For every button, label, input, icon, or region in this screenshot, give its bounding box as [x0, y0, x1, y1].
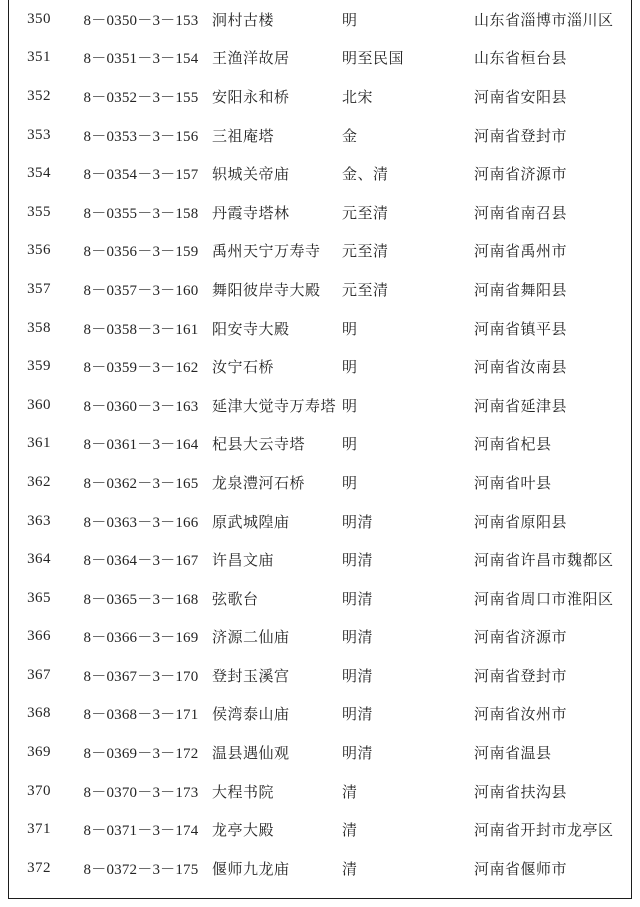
cell-site-name: 轵城关帝庙 [212, 165, 290, 184]
cell-heritage-code: 8－0372－3－175 [83, 861, 199, 878]
cell-site-name: 安阳永和桥 [212, 87, 290, 106]
table-row [8, 0, 632, 39]
cell-site-name: 大程书院 [212, 782, 275, 801]
cell-era: 明至民国 [342, 49, 405, 68]
table-row [8, 116, 632, 155]
cell-heritage-code: 8－0355－3－158 [83, 205, 199, 222]
table-row [8, 386, 632, 425]
cell-site-name: 泂村古楼 [212, 10, 275, 29]
cell-location: 河南省周口市淮阳区 [474, 589, 614, 608]
cell-heritage-code: 8－0363－3－166 [83, 514, 199, 531]
cell-site-name: 禹州天宁万寿寺 [212, 242, 321, 261]
cell-site-name: 阳安寺大殿 [212, 319, 290, 338]
cell-heritage-code: 8－0356－3－159 [83, 244, 199, 261]
cell-era: 明 [342, 473, 358, 492]
cell-heritage-code: 8－0350－3－153 [83, 12, 199, 29]
cell-era: 明清 [342, 512, 374, 531]
table-row [8, 39, 632, 78]
cell-location: 河南省开封市龙亭区 [474, 821, 614, 840]
table-row [8, 77, 632, 116]
cell-heritage-code: 8－0362－3－165 [83, 475, 199, 492]
cell-location: 河南省舞阳县 [474, 280, 568, 299]
cell-era: 明 [342, 396, 358, 415]
cell-site-name: 丹霞寺塔林 [212, 203, 290, 222]
cell-heritage-code: 8－0353－3－156 [83, 128, 199, 145]
cell-era: 明 [342, 435, 358, 454]
cell-location: 河南省济源市 [474, 628, 568, 647]
cell-location: 河南省偃师市 [474, 859, 568, 878]
cell-heritage-code: 8－0351－3－154 [83, 51, 199, 68]
cell-era: 金 [342, 126, 358, 145]
cell-sequence-number: 357 [27, 280, 51, 297]
cell-era: 元至清 [342, 242, 389, 261]
cell-location: 河南省南召县 [474, 203, 568, 222]
cell-era: 明清 [342, 744, 374, 763]
cell-sequence-number: 369 [27, 744, 51, 761]
cell-site-name: 延津大觉寺万寿塔 [212, 396, 337, 415]
cell-heritage-code: 8－0370－3－173 [83, 784, 199, 801]
cell-heritage-code: 8－0368－3－171 [83, 707, 199, 724]
cell-location: 河南省汝南县 [474, 358, 568, 377]
cell-location: 河南省镇平县 [474, 319, 568, 338]
cell-heritage-code: 8－0369－3－172 [83, 746, 199, 763]
cell-site-name: 龙泉澧河石桥 [212, 473, 306, 492]
cell-heritage-code: 8－0367－3－170 [83, 668, 199, 685]
cell-location: 山东省淄博市淄川区 [474, 10, 614, 29]
cell-sequence-number: 363 [27, 512, 51, 529]
cell-site-name: 温县遇仙观 [212, 744, 290, 763]
cell-site-name: 三祖庵塔 [212, 126, 275, 145]
table-row [8, 270, 632, 309]
cell-era: 金、清 [342, 165, 389, 184]
cell-heritage-code: 8－0357－3－160 [83, 282, 199, 299]
cell-sequence-number: 372 [27, 859, 51, 876]
cell-sequence-number: 355 [27, 203, 51, 220]
cell-heritage-code: 8－0358－3－161 [83, 321, 199, 338]
cell-sequence-number: 353 [27, 126, 51, 143]
cell-era: 明清 [342, 666, 374, 685]
table-row [8, 540, 632, 579]
cell-era: 明 [342, 10, 358, 29]
cell-site-name: 许昌文庙 [212, 551, 275, 570]
cell-sequence-number: 361 [27, 435, 51, 452]
cell-location: 河南省原阳县 [474, 512, 568, 531]
cell-heritage-code: 8－0365－3－168 [83, 591, 199, 608]
table-row [8, 502, 632, 541]
cell-era: 清 [342, 782, 358, 801]
table-row [8, 425, 632, 464]
cell-sequence-number: 350 [27, 10, 51, 27]
table-row [8, 849, 632, 888]
cell-location: 河南省登封市 [474, 666, 568, 685]
table-row [8, 695, 632, 734]
cell-location: 河南省扶沟县 [474, 782, 568, 801]
cell-sequence-number: 367 [27, 666, 51, 683]
cell-location: 河南省许昌市魏都区 [474, 551, 614, 570]
cell-location: 河南省安阳县 [474, 87, 568, 106]
cell-heritage-code: 8－0354－3－157 [83, 167, 199, 184]
cell-era: 明清 [342, 589, 374, 608]
cell-sequence-number: 359 [27, 358, 51, 375]
table-row [8, 309, 632, 348]
cell-sequence-number: 356 [27, 242, 51, 259]
cell-site-name: 汝宁石桥 [212, 358, 275, 377]
cell-sequence-number: 351 [27, 49, 51, 66]
cell-sequence-number: 354 [27, 165, 51, 182]
cell-site-name: 杞县大云寺塔 [212, 435, 306, 454]
cell-sequence-number: 365 [27, 589, 51, 606]
cell-heritage-code: 8－0359－3－162 [83, 360, 199, 377]
table-row [8, 579, 632, 618]
cell-location: 山东省桓台县 [474, 49, 568, 68]
cell-heritage-code: 8－0352－3－155 [83, 89, 199, 106]
cell-era: 北宋 [342, 87, 374, 106]
cell-site-name: 偃师九龙庙 [212, 859, 290, 878]
cell-sequence-number: 352 [27, 87, 51, 104]
cell-location: 河南省济源市 [474, 165, 568, 184]
table-row [8, 656, 632, 695]
cell-site-name: 原武城隍庙 [212, 512, 290, 531]
table-row [8, 618, 632, 657]
table-row [8, 733, 632, 772]
cell-era: 明清 [342, 551, 374, 570]
cell-site-name: 弦歌台 [212, 589, 259, 608]
table-row [8, 154, 632, 193]
cell-heritage-code: 8－0361－3－164 [83, 437, 199, 454]
cell-site-name: 登封玉溪宫 [212, 666, 290, 685]
cell-heritage-code: 8－0360－3－163 [83, 398, 199, 415]
cell-location: 河南省汝州市 [474, 705, 568, 724]
table-row [8, 232, 632, 271]
cell-location: 河南省禹州市 [474, 242, 568, 261]
cell-sequence-number: 360 [27, 396, 51, 413]
table-body [8, 0, 632, 888]
cell-heritage-code: 8－0364－3－167 [83, 553, 199, 570]
cell-location: 河南省延津县 [474, 396, 568, 415]
table-row [8, 463, 632, 502]
cell-heritage-code: 8－0366－3－169 [83, 630, 199, 647]
table-row [8, 772, 632, 811]
table-row [8, 810, 632, 849]
cell-era: 清 [342, 859, 358, 878]
cell-location: 河南省杞县 [474, 435, 552, 454]
cell-site-name: 王渔洋故居 [212, 49, 290, 68]
cell-era: 明清 [342, 628, 374, 647]
cell-era: 元至清 [342, 203, 389, 222]
table-row [8, 347, 632, 386]
cell-site-name: 济源二仙庙 [212, 628, 290, 647]
cell-site-name: 舞阳彼岸寺大殿 [212, 280, 321, 299]
cell-sequence-number: 364 [27, 551, 51, 568]
cell-era: 元至清 [342, 280, 389, 299]
cell-era: 明 [342, 319, 358, 338]
cell-sequence-number: 370 [27, 782, 51, 799]
cell-era: 明清 [342, 705, 374, 724]
cell-sequence-number: 366 [27, 628, 51, 645]
cell-site-name: 龙亭大殿 [212, 821, 275, 840]
cell-sequence-number: 358 [27, 319, 51, 336]
cell-heritage-code: 8－0371－3－174 [83, 823, 199, 840]
cell-site-name: 侯湾泰山庙 [212, 705, 290, 724]
cell-sequence-number: 368 [27, 705, 51, 722]
cell-era: 明 [342, 358, 358, 377]
cell-sequence-number: 362 [27, 473, 51, 490]
cell-era: 清 [342, 821, 358, 840]
cell-sequence-number: 371 [27, 821, 51, 838]
cell-location: 河南省登封市 [474, 126, 568, 145]
cell-location: 河南省叶县 [474, 473, 552, 492]
heritage-register-table [8, 0, 632, 888]
cell-location: 河南省温县 [474, 744, 552, 763]
table-row [8, 193, 632, 232]
